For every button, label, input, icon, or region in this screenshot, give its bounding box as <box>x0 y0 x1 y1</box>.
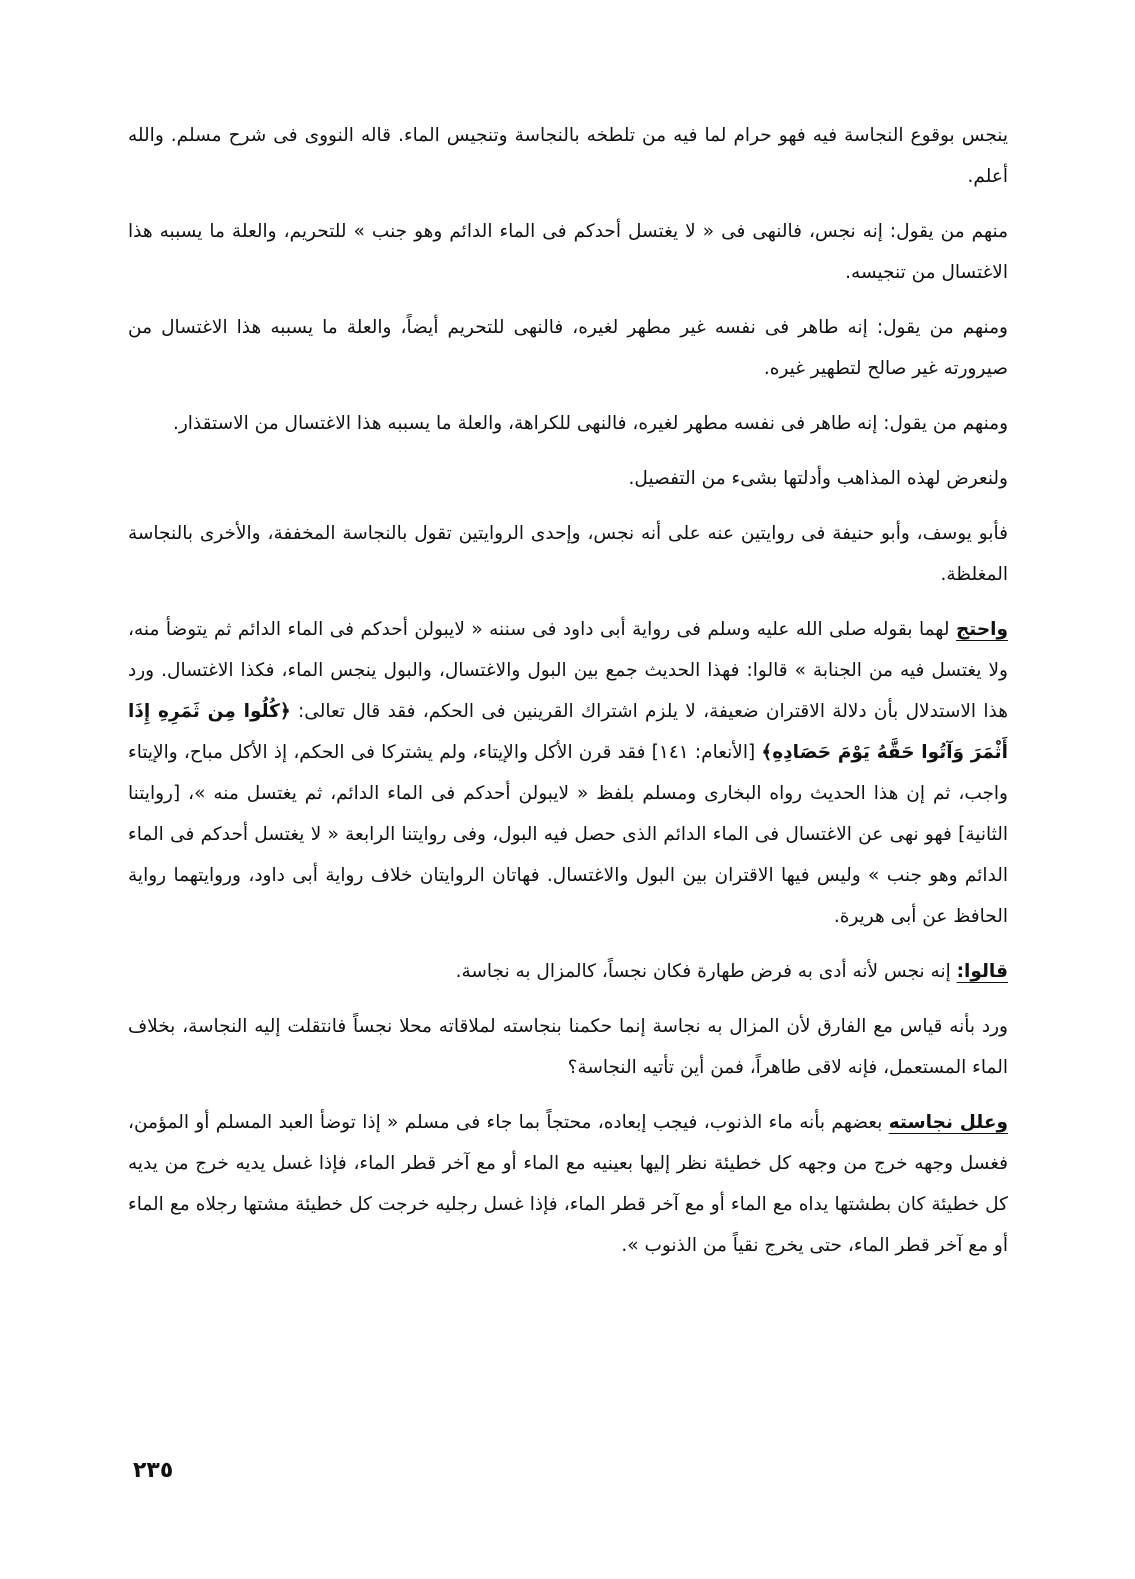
paragraph-3 <box>128 307 1008 389</box>
paragraph-text: فأبو يوسف، وأبو حنيفة فى روايتين عنه على أنه نجس، وإحدى الروايتين تقول بالنجاسة المخففة، والأخرى بالنجاسة المغلظة. <box>128 523 1008 585</box>
paragraph-4 <box>128 403 1008 444</box>
paragraph-qalu <box>128 951 1008 992</box>
term-illa: وعلل نجاسته <box>888 1112 1008 1133</box>
paragraph-2 <box>128 211 1008 293</box>
paragraph-text: ورد بأنه قياس مع الفارق لأن المزال به نجاسة إنما حكمنا بنجاسته لملاقاته محلا نجساً فانتقلت إليه النجاسة، بخلاف الماء المستعمل، فإنه لاقى طاهراً، فمن أين تأتيه النجاسة؟ <box>128 1016 1008 1078</box>
paragraph-text: ولنعرض لهذه المذاهب وأدلتها بشىء من التفصيل. <box>628 468 1008 489</box>
paragraph-text: ينجس بوقوع النجاسة فيه فهو حرام لما فيه من تلطخه بالنجاسة وتنجيس الماء. قاله النووى فى شرح مسلم. والله أعلم. <box>128 125 1008 187</box>
term-qalu: قالوا: <box>956 961 1008 982</box>
paragraph-illa <box>128 1102 1008 1266</box>
paragraph-6 <box>128 513 1008 595</box>
page-body <box>128 115 1008 1280</box>
paragraph-text: ومنهم من يقول: إنه طاهر فى نفسه مطهر لغيره، فالنهى للكراهة، والعلة ما يسببه هذا الاغتسال من الاستقذار. <box>172 413 1008 434</box>
term-ihtajja: واحتج <box>955 619 1008 640</box>
paragraph-ihtajja <box>128 609 1008 937</box>
paragraph-text: منهم من يقول: إنه نجس، فالنهى فى « لا يغتسل أحدكم فى الماء الدائم وهو جنب » للتحريم، والعلة ما يسببه هذا الاغتسال من تنجيسه. <box>128 221 1008 283</box>
paragraph-text: لهما بقوله صلى الله عليه وسلم فى رواية أبى داود فى سننه « لايبولن أحدكم فى الماء الدائم ثم يتوضأ منه، ولا يغتسل فيه من الجنابة » قالوا: فهذا الحديث جمع بين البول والاغتسال، والبول ينجس الماء، فكذا الاغتسال. ورد هذا الاستدلال بأن دلالة الاقتران ضعيفة، لا يلزم اشتراك القرينين فى الحكم، فقد قال تعالى: <box>128 619 1008 722</box>
paragraph-rudd <box>128 1006 1008 1088</box>
page-number: ٢٣٥ <box>133 1458 174 1483</box>
paragraph-5 <box>128 458 1008 499</box>
paragraph-text: إنه نجس لأنه أدى به فرض طهارة فكان نجساً، كالمزال به نجاسة. <box>455 961 957 982</box>
paragraph-text: بعضهم بأنه ماء الذنوب، فيجب إبعاده، محتجاً بما جاء فى مسلم « إذا توضأ العبد المسلم أو المؤمن، فغسل وجهه خرج من وجهه كل خطيئة نظر إليها بعينيه مع الماء أو مع آخر قطر الماء، فإذا غسل يديه خرج من يديه كل خطيئة كان بطشتها يداه مع الماء أو مع آخر قطر الماء، فإذا غسل رجليه خرجت كل خطيئة مشتها رجلاه مع الماء أو مع آخر قطر الماء، حتى يخرج نقياً من الذنوب ». <box>128 1112 1008 1256</box>
paragraph-1 <box>128 115 1008 197</box>
quran-verse: ﴿كُلُوا مِن ثَمَرِهِ إِذَا أَثْمَرَ وَآتُوا حَقَّهُ يَوْمَ حَصَادِهِ﴾ <box>128 701 1008 763</box>
paragraph-text: ومنهم من يقول: إنه طاهر فى نفسه غير مطهر لغيره، فالنهى للتحريم أيضاً، والعلة ما يسببه هذا الاغتسال من صيرورته غير صالح لتطهير غيره. <box>128 317 1008 379</box>
paragraph-text: [الأنعام: ١٤١] فقد قرن الأكل والإيتاء، ولم يشتركا فى الحكم، إذ الأكل مباح، والإيتاء واجب، ثم إن هذا الحديث رواه البخارى ومسلم بلفظ « لايبولن أحدكم فى الماء الدائم، ثم يغتسل منه »، [روايتنا الثانية] فهو نهى عن الاغتسال فى الماء الدائم الذى حصل فيه البول، وفى روايتنا الرابعة « لا يغتسل أحدكم فى الماء الدائم وهو جنب » وليس فيها الاقتران بين البول والاغتسال. فهاتان الروايتان خلاف رواية أبى داود، وروايتهما رواية الحافظ عن أبى هريرة. <box>128 742 1008 927</box>
